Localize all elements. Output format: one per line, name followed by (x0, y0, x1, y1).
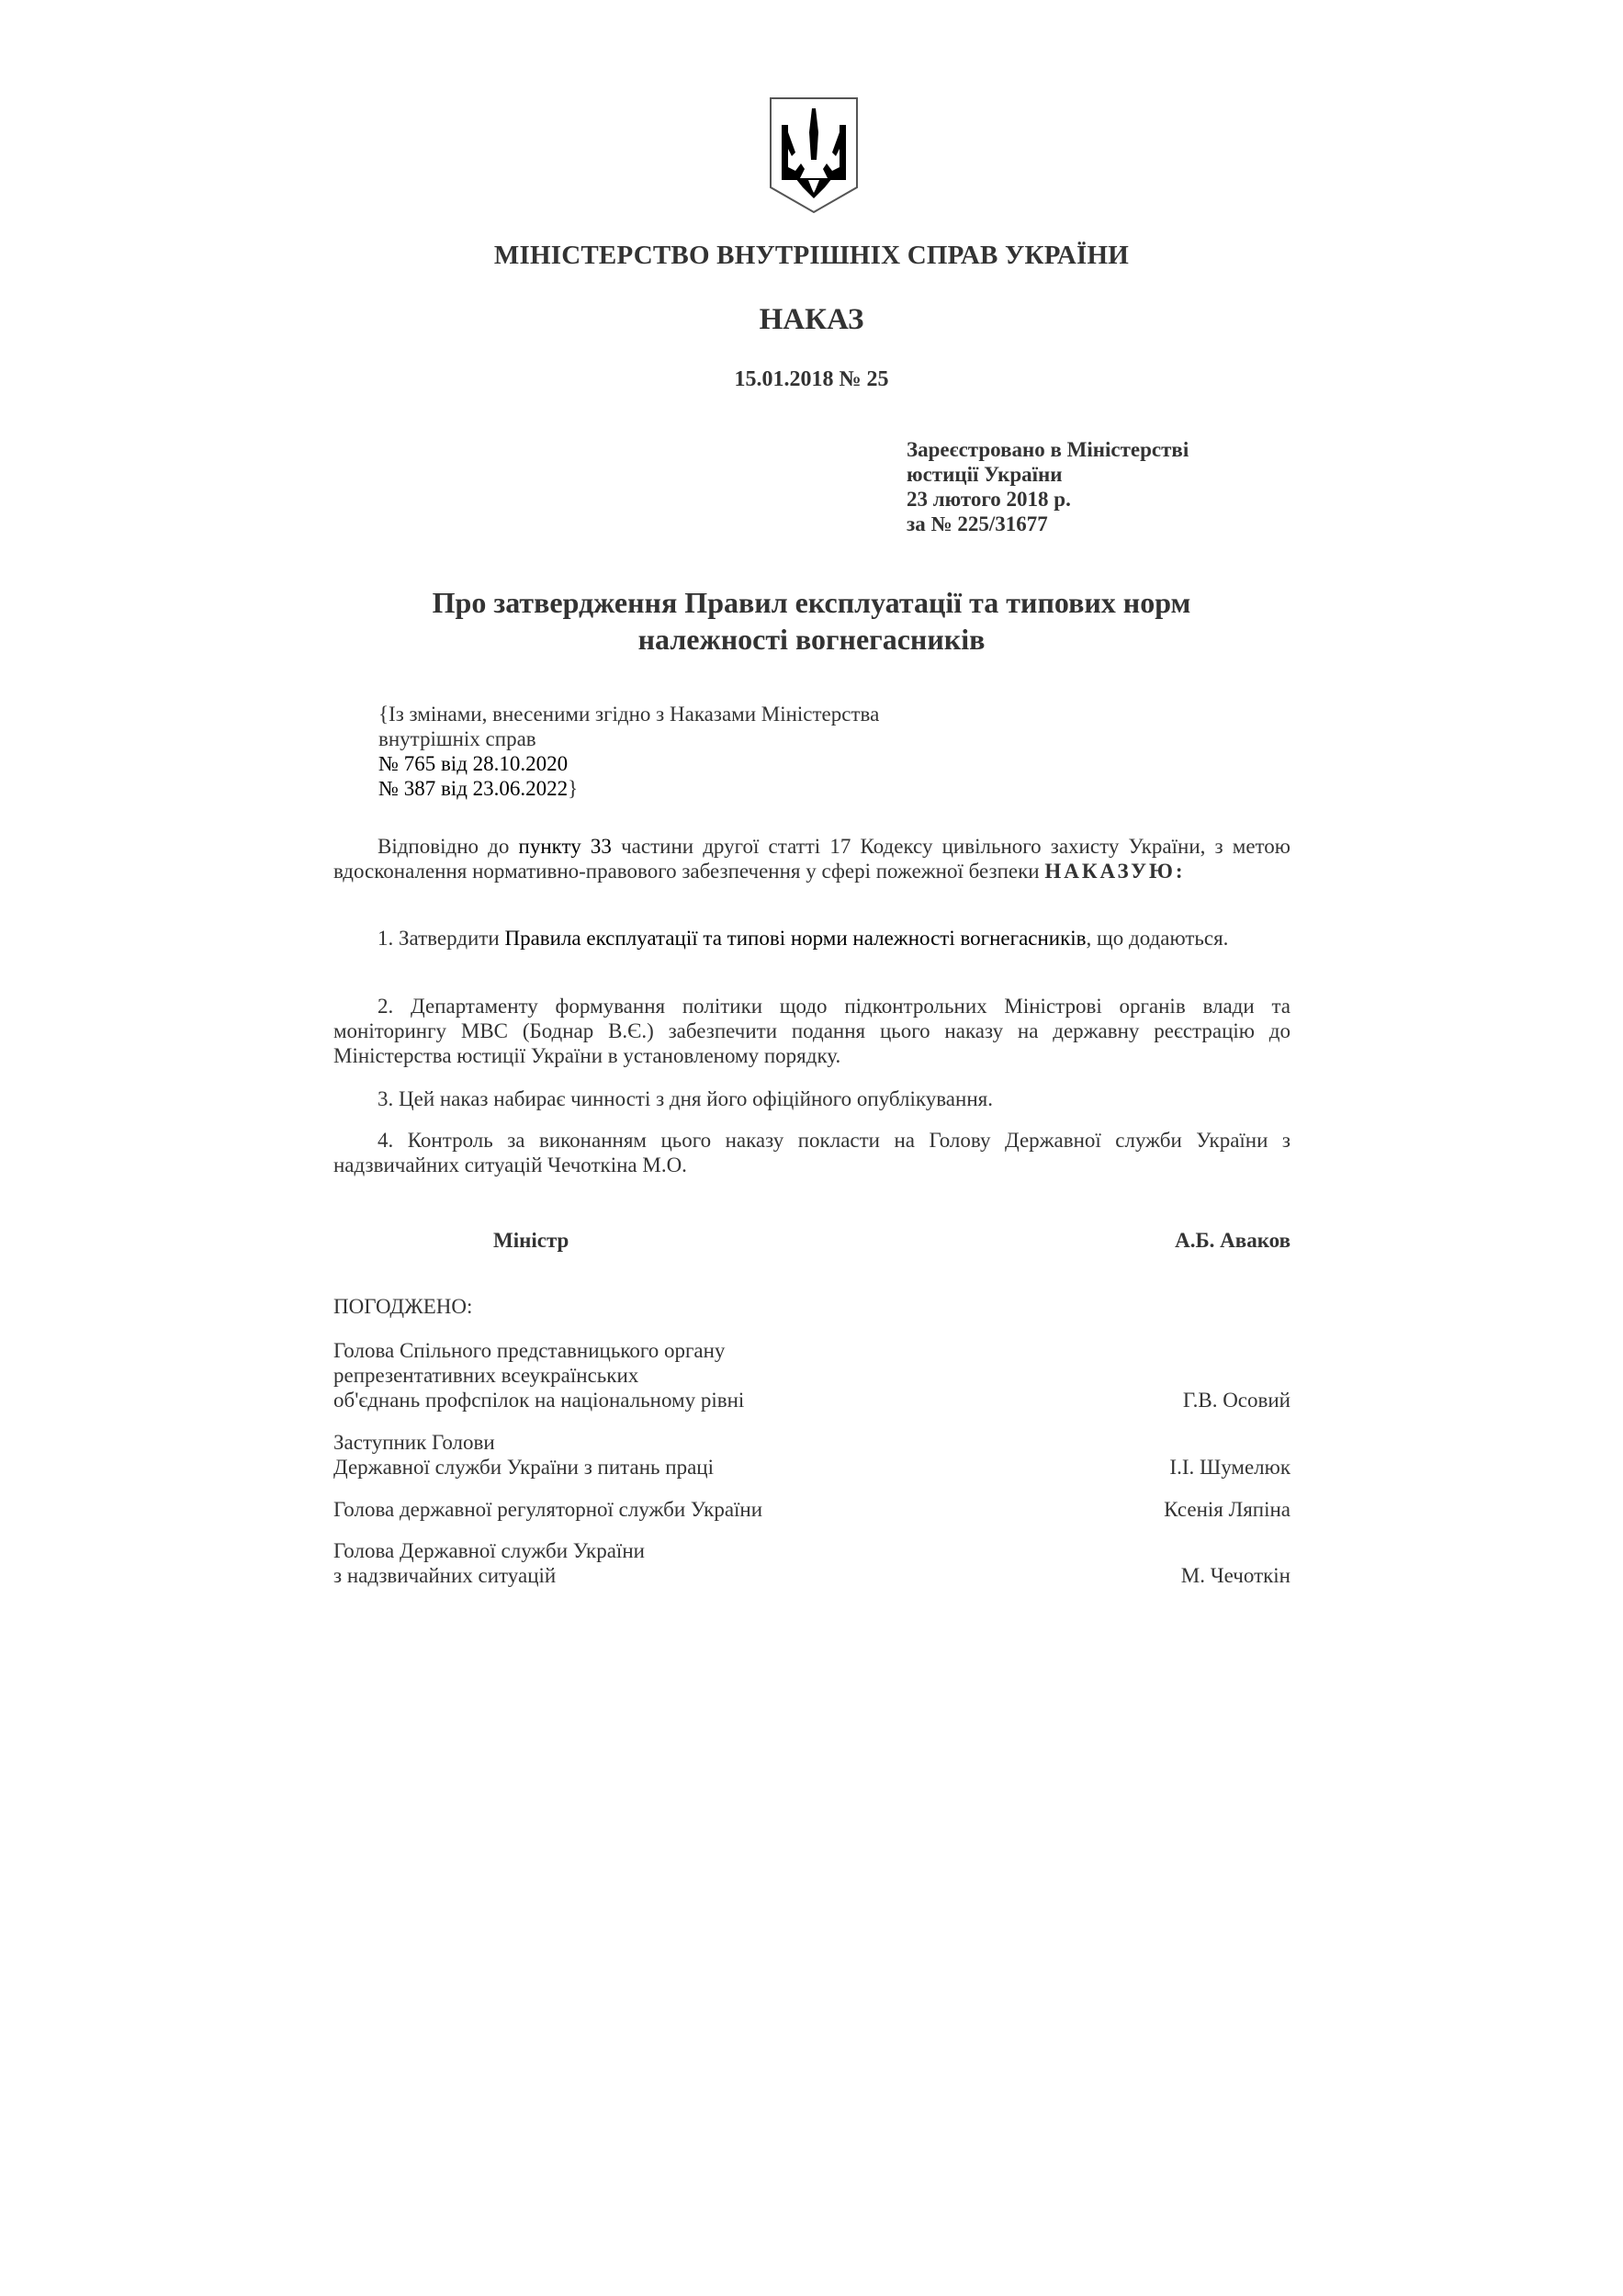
clause-text: 1. Затвердити (378, 927, 505, 950)
clause-text: 2. Департаменту формування політики щодо підконтрольних Міністрові органів влади та моніторингу МВС (Боднар В.Є.) забезпечити подання цього наказу на державну реєстрацію до Міністерства юстиції України в установленому порядку. (333, 995, 1291, 1067)
position-line: репрезентативних всеукраїнських (333, 1364, 639, 1387)
agreement-name: Ксенія Ляпіна (1164, 1498, 1291, 1521)
clause-text: , що додаються. (1086, 927, 1229, 950)
amendments-intro: внутрішніх справ (378, 727, 536, 750)
clause-text: 4. Контроль за виконанням цього наказу покласти на Голову Державної служби України з надзвичайних ситуацій Чечоткіна М.О. (333, 1129, 1291, 1176)
position-line: з надзвичайних ситуацій (333, 1564, 557, 1587)
agreement-name: Г.В. Осовий (1182, 1389, 1291, 1412)
document-title (0, 584, 1623, 658)
rules-document-link[interactable]: Правила експлуатації та типові норми належності вогнегасників (504, 927, 1087, 950)
position-line: Заступник Голови (333, 1431, 495, 1454)
code-article-link[interactable]: пункту 33 (518, 835, 612, 858)
command-word: НАКАЗУЮ: (1044, 860, 1186, 883)
agreement-position (333, 1338, 744, 1412)
registration-line: юстиції України (907, 463, 1063, 486)
registration-block (907, 437, 1189, 536)
amendments-note (378, 702, 879, 801)
position-line: об'єднань профспілок на національному рівні (333, 1389, 745, 1412)
preamble-text: Відповідно до (378, 835, 519, 858)
agreement-position (333, 1538, 645, 1588)
agreement-name: І.І. Шумелюк (1169, 1456, 1291, 1479)
amendment-link-765[interactable]: № 765 від 28.10.2020 (378, 752, 569, 775)
agreed-label: ПОГОДЖЕНО: (333, 1295, 473, 1318)
amendments-intro: {Із змінами, внесеними згідно з Наказами Міністерства (378, 703, 880, 726)
order-type: НАКАЗ (759, 303, 864, 336)
registration-line: 23 лютого 2018 р. (907, 488, 1071, 511)
agreement-entry (333, 1497, 1291, 1522)
ministry-name: МІНІСТЕРСТВО ВНУТРІШНІХ СПРАВ УКРАЇНИ (493, 241, 1130, 270)
clause-text: 3. Цей наказ набирає чинності з дня його офіційного опублікування. (378, 1087, 993, 1110)
position-line: Голова державної регуляторної служби України (333, 1498, 763, 1521)
title-line: належності вогнегасників (637, 623, 986, 656)
coat-of-arms-icon (768, 96, 860, 215)
order-date-number: 15.01.2018 № 25 (734, 367, 889, 391)
registration-line: за № 225/31677 (907, 512, 1048, 535)
clause-2 (333, 994, 1291, 1068)
position-line: Голова Державної служби України (333, 1539, 645, 1562)
signatory-name: А.Б. Аваков (1175, 1229, 1291, 1252)
agreement-name: М. Чечоткін (1180, 1564, 1291, 1587)
agreement-position (333, 1430, 714, 1480)
preamble-text: частини другої статті 17 Кодексу цивільного захисту України, з метою вдосконалення нормативно-правового забезпечення у сфері пожежної безпеки (333, 835, 1291, 883)
position-line: Державної служби України з питань праці (333, 1456, 714, 1479)
agreement-entry (333, 1430, 1291, 1480)
position-line: Голова Спільного представницького органу (333, 1339, 726, 1362)
title-line: Про затвердження Правил експлуатації та типових норм (432, 586, 1191, 619)
agreement-entry (333, 1338, 1291, 1412)
agreement-entry (333, 1538, 1291, 1588)
minister-signature (333, 1228, 1291, 1253)
registration-line: Зареєстровано в Міністерстві (907, 438, 1189, 461)
clause-4 (333, 1128, 1291, 1177)
signatory-position: Міністр (493, 1229, 569, 1252)
preamble-paragraph (333, 834, 1291, 884)
clause-3 (333, 1086, 1291, 1111)
clause-1 (333, 926, 1291, 951)
amendment-link-387[interactable]: № 387 від 23.06.2022 (378, 777, 569, 800)
closing-brace: } (568, 777, 579, 800)
agreement-position (333, 1497, 762, 1522)
